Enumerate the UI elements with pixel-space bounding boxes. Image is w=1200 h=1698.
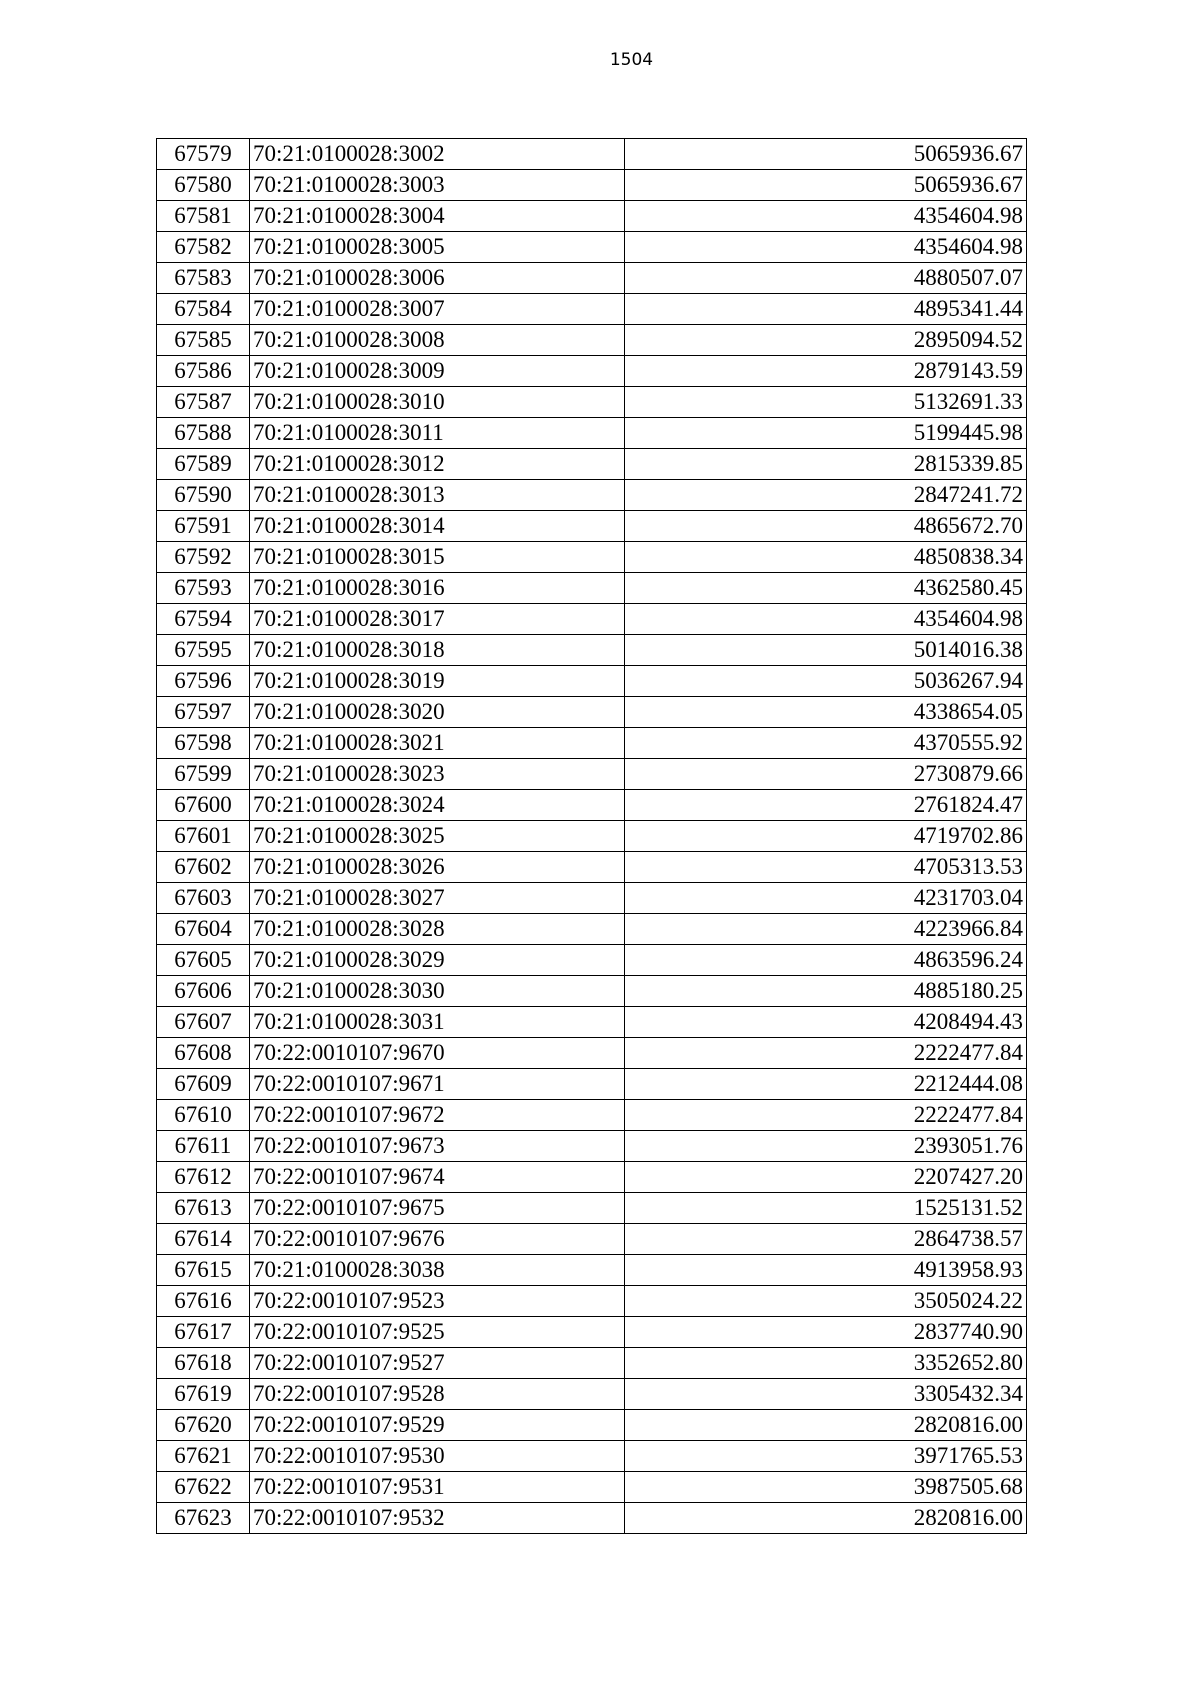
cadastral-number-cell: 70:22:0010107:9531 <box>249 1472 624 1503</box>
row-number-cell: 67612 <box>157 1162 250 1193</box>
table-row <box>157 1472 1027 1503</box>
cadastral-value-cell: 4885180.25 <box>624 976 1026 1007</box>
cadastral-number-cell: 70:21:0100028:3015 <box>249 542 624 573</box>
cadastral-value-cell: 5132691.33 <box>624 387 1026 418</box>
row-number-cell: 67608 <box>157 1038 250 1069</box>
cadastral-number-cell: 70:22:0010107:9675 <box>249 1193 624 1224</box>
cadastral-number-cell: 70:21:0100028:3002 <box>249 139 624 170</box>
table-row <box>157 1503 1027 1534</box>
row-number-cell: 67580 <box>157 170 250 201</box>
row-number-cell: 67605 <box>157 945 250 976</box>
table-row <box>157 1100 1027 1131</box>
cadastral-number-cell: 70:22:0010107:9527 <box>249 1348 624 1379</box>
cadastral-number-cell: 70:21:0100028:3023 <box>249 759 624 790</box>
table-row <box>157 542 1027 573</box>
row-number-cell: 67619 <box>157 1379 250 1410</box>
row-number-cell: 67599 <box>157 759 250 790</box>
cadastral-number-cell: 70:21:0100028:3016 <box>249 573 624 604</box>
cadastral-value-cell: 4223966.84 <box>624 914 1026 945</box>
table-row <box>157 1224 1027 1255</box>
cadastral-number-cell: 70:22:0010107:9672 <box>249 1100 624 1131</box>
cadastral-value-cell: 4865672.70 <box>624 511 1026 542</box>
cadastral-value-cell: 3305432.34 <box>624 1379 1026 1410</box>
row-number-cell: 67592 <box>157 542 250 573</box>
cadastral-number-cell: 70:22:0010107:9676 <box>249 1224 624 1255</box>
table-body <box>157 139 1027 1534</box>
cadastral-number-cell: 70:22:0010107:9529 <box>249 1410 624 1441</box>
cadastral-number-cell: 70:21:0100028:3017 <box>249 604 624 635</box>
table-row <box>157 914 1027 945</box>
cadastral-value-cell: 4354604.98 <box>624 201 1026 232</box>
table-row <box>157 1007 1027 1038</box>
table-row <box>157 1348 1027 1379</box>
cadastral-value-cell: 4895341.44 <box>624 294 1026 325</box>
cadastral-value-cell: 4354604.98 <box>624 604 1026 635</box>
row-number-cell: 67589 <box>157 449 250 480</box>
cadastral-number-cell: 70:21:0100028:3005 <box>249 232 624 263</box>
table-row <box>157 976 1027 1007</box>
cadastral-value-cell: 2222477.84 <box>624 1038 1026 1069</box>
table-row <box>157 170 1027 201</box>
row-number-cell: 67596 <box>157 666 250 697</box>
cadastral-number-cell: 70:21:0100028:3024 <box>249 790 624 821</box>
row-number-cell: 67594 <box>157 604 250 635</box>
cadastral-value-cell: 2820816.00 <box>624 1503 1026 1534</box>
row-number-cell: 67593 <box>157 573 250 604</box>
table-row <box>157 1131 1027 1162</box>
cadastral-value-cell: 2393051.76 <box>624 1131 1026 1162</box>
cadastral-number-cell: 70:22:0010107:9528 <box>249 1379 624 1410</box>
table-row <box>157 201 1027 232</box>
cadastral-number-cell: 70:21:0100028:3028 <box>249 914 624 945</box>
cadastral-value-cell: 2879143.59 <box>624 356 1026 387</box>
cadastral-number-cell: 70:21:0100028:3038 <box>249 1255 624 1286</box>
cadastral-number-cell: 70:21:0100028:3020 <box>249 697 624 728</box>
cadastral-value-cell: 2207427.20 <box>624 1162 1026 1193</box>
cadastral-value-cell: 3971765.53 <box>624 1441 1026 1472</box>
row-number-cell: 67584 <box>157 294 250 325</box>
table-row <box>157 821 1027 852</box>
cadastral-value-cell: 4850838.34 <box>624 542 1026 573</box>
page-number: 1504 <box>609 50 654 70</box>
cadastral-value-cell: 2222477.84 <box>624 1100 1026 1131</box>
row-number-cell: 67585 <box>157 325 250 356</box>
table-row <box>157 635 1027 666</box>
row-number-cell: 67607 <box>157 1007 250 1038</box>
cadastral-value-cell: 5036267.94 <box>624 666 1026 697</box>
cadastral-value-cell: 2212444.08 <box>624 1069 1026 1100</box>
table-row <box>157 387 1027 418</box>
row-number-cell: 67598 <box>157 728 250 759</box>
table-row <box>157 1193 1027 1224</box>
table-row <box>157 325 1027 356</box>
cadastral-value-cell: 2895094.52 <box>624 325 1026 356</box>
cadastral-number-cell: 70:21:0100028:3027 <box>249 883 624 914</box>
cadastral-value-cell: 2864738.57 <box>624 1224 1026 1255</box>
cadastral-number-cell: 70:22:0010107:9671 <box>249 1069 624 1100</box>
cadastral-number-cell: 70:21:0100028:3025 <box>249 821 624 852</box>
cadastral-number-cell: 70:22:0010107:9525 <box>249 1317 624 1348</box>
cadastral-value-cell: 2847241.72 <box>624 480 1026 511</box>
cadastral-number-cell: 70:21:0100028:3006 <box>249 263 624 294</box>
cadastral-number-cell: 70:21:0100028:3014 <box>249 511 624 542</box>
cadastral-value-cell: 4719702.86 <box>624 821 1026 852</box>
table-row <box>157 852 1027 883</box>
table-row <box>157 480 1027 511</box>
table-row <box>157 604 1027 635</box>
table-row <box>157 1255 1027 1286</box>
cadastral-value-cell: 2837740.90 <box>624 1317 1026 1348</box>
row-number-cell: 67579 <box>157 139 250 170</box>
table-row <box>157 728 1027 759</box>
row-number-cell: 67611 <box>157 1131 250 1162</box>
row-number-cell: 67623 <box>157 1503 250 1534</box>
cadastral-value-cell: 4913958.93 <box>624 1255 1026 1286</box>
table-row <box>157 790 1027 821</box>
row-number-cell: 67595 <box>157 635 250 666</box>
row-number-cell: 67590 <box>157 480 250 511</box>
table-row <box>157 1379 1027 1410</box>
cadastral-number-cell: 70:21:0100028:3011 <box>249 418 624 449</box>
table-row <box>157 1038 1027 1069</box>
cadastral-value-cell: 5014016.38 <box>624 635 1026 666</box>
cadastral-number-cell: 70:21:0100028:3031 <box>249 1007 624 1038</box>
cadastral-number-cell: 70:22:0010107:9530 <box>249 1441 624 1472</box>
cadastral-number-cell: 70:21:0100028:3013 <box>249 480 624 511</box>
cadastral-number-cell: 70:22:0010107:9673 <box>249 1131 624 1162</box>
row-number-cell: 67591 <box>157 511 250 542</box>
cadastral-value-cell: 2761824.47 <box>624 790 1026 821</box>
cadastral-value-cell: 4354604.98 <box>624 232 1026 263</box>
table-row <box>157 1162 1027 1193</box>
row-number-cell: 67615 <box>157 1255 250 1286</box>
cadastral-value-cell: 4863596.24 <box>624 945 1026 976</box>
cadastral-number-cell: 70:21:0100028:3012 <box>249 449 624 480</box>
table-row <box>157 294 1027 325</box>
cadastral-value-cell: 3505024.22 <box>624 1286 1026 1317</box>
cadastral-value-cell: 4338654.05 <box>624 697 1026 728</box>
row-number-cell: 67597 <box>157 697 250 728</box>
row-number-cell: 67618 <box>157 1348 250 1379</box>
cadastral-number-cell: 70:21:0100028:3003 <box>249 170 624 201</box>
cadastral-value-cell: 1525131.52 <box>624 1193 1026 1224</box>
row-number-cell: 67588 <box>157 418 250 449</box>
table-row <box>157 945 1027 976</box>
table-row <box>157 418 1027 449</box>
row-number-cell: 67610 <box>157 1100 250 1131</box>
cadastral-number-cell: 70:21:0100028:3004 <box>249 201 624 232</box>
row-number-cell: 67602 <box>157 852 250 883</box>
table-row <box>157 883 1027 914</box>
cadastral-value-cell: 2815339.85 <box>624 449 1026 480</box>
row-number-cell: 67581 <box>157 201 250 232</box>
table-row <box>157 511 1027 542</box>
table-row <box>157 232 1027 263</box>
cadastral-value-cell: 4231703.04 <box>624 883 1026 914</box>
cadastral-number-cell: 70:21:0100028:3030 <box>249 976 624 1007</box>
cadastral-value-cell: 2820816.00 <box>624 1410 1026 1441</box>
row-number-cell: 67622 <box>157 1472 250 1503</box>
table-row <box>157 573 1027 604</box>
cadastral-number-cell: 70:22:0010107:9674 <box>249 1162 624 1193</box>
row-number-cell: 67586 <box>157 356 250 387</box>
row-number-cell: 67609 <box>157 1069 250 1100</box>
cadastral-value-cell: 2730879.66 <box>624 759 1026 790</box>
table-row <box>157 1286 1027 1317</box>
cadastral-number-cell: 70:22:0010107:9523 <box>249 1286 624 1317</box>
cadastral-number-cell: 70:21:0100028:3021 <box>249 728 624 759</box>
row-number-cell: 67606 <box>157 976 250 1007</box>
row-number-cell: 67603 <box>157 883 250 914</box>
row-number-cell: 67613 <box>157 1193 250 1224</box>
cadastral-value-cell: 4362580.45 <box>624 573 1026 604</box>
table-row <box>157 666 1027 697</box>
row-number-cell: 67621 <box>157 1441 250 1472</box>
row-number-cell: 67601 <box>157 821 250 852</box>
table-row <box>157 1410 1027 1441</box>
cadastral-number-cell: 70:21:0100028:3007 <box>249 294 624 325</box>
cadastral-number-cell: 70:22:0010107:9670 <box>249 1038 624 1069</box>
table-row <box>157 356 1027 387</box>
cadastral-value-cell: 4208494.43 <box>624 1007 1026 1038</box>
cadastral-value-cell: 4705313.53 <box>624 852 1026 883</box>
cadastral-number-cell: 70:21:0100028:3026 <box>249 852 624 883</box>
cadastral-value-cell: 3352652.80 <box>624 1348 1026 1379</box>
cadastral-number-cell: 70:21:0100028:3029 <box>249 945 624 976</box>
cadastral-number-cell: 70:22:0010107:9532 <box>249 1503 624 1534</box>
row-number-cell: 67614 <box>157 1224 250 1255</box>
row-number-cell: 67583 <box>157 263 250 294</box>
row-number-cell: 67600 <box>157 790 250 821</box>
table-row <box>157 697 1027 728</box>
cadastral-value-cell: 5065936.67 <box>624 139 1026 170</box>
cadastral-number-cell: 70:21:0100028:3008 <box>249 325 624 356</box>
table-row <box>157 449 1027 480</box>
row-number-cell: 67604 <box>157 914 250 945</box>
row-number-cell: 67617 <box>157 1317 250 1348</box>
cadastral-value-cell: 4370555.92 <box>624 728 1026 759</box>
row-number-cell: 67582 <box>157 232 250 263</box>
row-number-cell: 67616 <box>157 1286 250 1317</box>
table-row <box>157 759 1027 790</box>
cadastral-number-cell: 70:21:0100028:3019 <box>249 666 624 697</box>
table-row <box>157 139 1027 170</box>
table-row <box>157 1317 1027 1348</box>
cadastral-value-table <box>156 138 1027 1534</box>
table-row <box>157 1441 1027 1472</box>
table-row <box>157 263 1027 294</box>
cadastral-value-cell: 5065936.67 <box>624 170 1026 201</box>
cadastral-value-cell: 3987505.68 <box>624 1472 1026 1503</box>
cadastral-value-cell: 4880507.07 <box>624 263 1026 294</box>
row-number-cell: 67587 <box>157 387 250 418</box>
cadastral-number-cell: 70:21:0100028:3018 <box>249 635 624 666</box>
row-number-cell: 67620 <box>157 1410 250 1441</box>
cadastral-number-cell: 70:21:0100028:3010 <box>249 387 624 418</box>
cadastral-value-cell: 5199445.98 <box>624 418 1026 449</box>
cadastral-number-cell: 70:21:0100028:3009 <box>249 356 624 387</box>
table-row <box>157 1069 1027 1100</box>
